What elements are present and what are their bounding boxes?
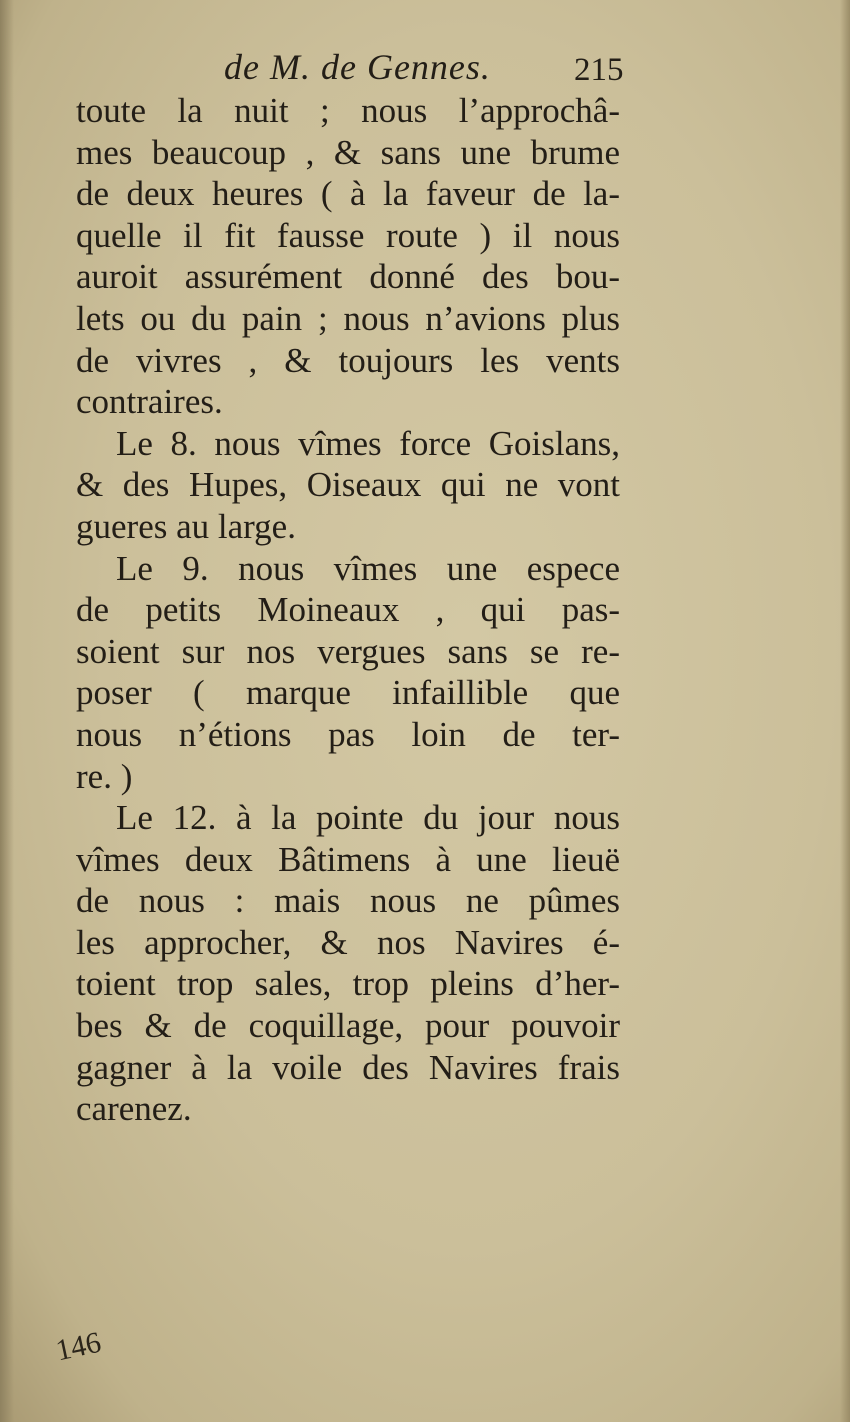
body-text (76, 90, 620, 1130)
text-line: de petits Moineaux , qui pas- (76, 590, 620, 630)
text-line: gueres au large. (76, 506, 296, 546)
text-line: nous n’étions pas loin de ter- (76, 714, 620, 754)
text-line: toute la nuit ; nous l’approchâ- (76, 91, 620, 130)
text-line: bes & de coquillage, pour pouvoir (76, 1006, 620, 1046)
text-line: Le 12. à la pointe du jour nous (116, 798, 620, 838)
text-line: carenez. (76, 1089, 192, 1129)
page-edge-right (840, 0, 850, 1422)
text-line: & des Hupes, Oiseaux qui ne vont (76, 465, 620, 505)
text-line: soient sur nos vergues sans se re- (76, 631, 620, 671)
text-line: contraires. (76, 382, 223, 422)
text-line: de vivres , & toujours les vents (76, 340, 620, 380)
margin-note: 146 (52, 1325, 104, 1368)
text-line: de nous : mais nous ne pûmes (76, 881, 620, 921)
page-number: 215 (574, 52, 624, 88)
text-line: poser ( marque infaillible que (76, 673, 620, 713)
text-line: vîmes deux Bâtimens à une lieuë (76, 839, 620, 879)
text-line: re. ) (76, 756, 133, 796)
text-line: les approcher, & nos Navires é- (76, 922, 620, 962)
text-line: auroit assurément donné des bou- (76, 257, 620, 297)
running-head: de M. de Gennes. (224, 47, 491, 87)
text-line: gagner à la voile des Navires frais (76, 1047, 620, 1087)
text-line: lets ou du pain ; nous n’avions plus (76, 298, 620, 338)
text-line: toient trop sales, trop pleins d’her- (76, 964, 620, 1004)
text-line: quelle il fit fausse route ) il nous (76, 215, 620, 255)
text-line: mes beaucoup , & sans une brume (76, 132, 620, 172)
text-line: Le 8. nous vîmes force Goislans, (116, 423, 620, 463)
text-line: Le 9. nous vîmes une espece (116, 548, 620, 588)
page-edge-left (0, 0, 14, 1422)
text-line: de deux heures ( à la faveur de la- (76, 174, 620, 214)
